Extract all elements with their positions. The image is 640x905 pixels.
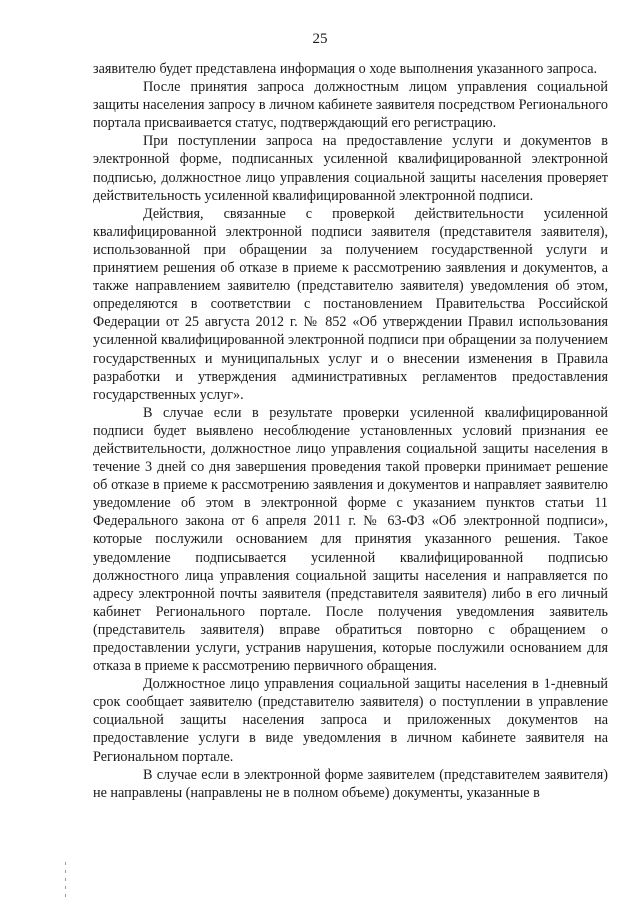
paragraph-2: После принятия запроса должностным лицом управления социальной защиты населения запросу в личном кабинете заявителя посредством Регионального портала присваивается статус, подтверждающий его регистрацию. <box>93 79 608 132</box>
scan-margin-marks <box>64 862 68 902</box>
paragraph-6: Должностное лицо управления социальной защиты населения в 1-дневный срок сообщает заявителю (представителю заявителя) о поступлении в управление социальной защиты населения запроса и приложенных документов на предоставление услуги в виде уведомления в личном кабинете заявителя на Региональном портале. <box>93 676 608 765</box>
paragraph-5: В случае если в результате проверки усиленной квалифицированной подписи будет выявлено несоблюдение установленных условий признания ее действительности, должностное лицо управления социальной защиты населения в течение 3 дней со дня завершения проведения такой проверки принимает решение об отказе в приеме к рассмотрению заявления и документов и направляет заявителю уведомление об этом в электронной форме с указанием пунктов статьи 11 Федерального закона от 6 апреля 2011 г. № 63-ФЗ «Об электронной подписи», которые послужили основанием для принятия указанного решения. Такое уведомление подписывается усиленной квалифицированной подписью должностного лица управления социальной защиты населения и направляется по адресу электронной почты заявителя (представителя заявителя) либо в его личный кабинет Регионального портале. После получения уведомления заявитель (представитель заявителя) вправе обратиться повторно с обращением о предоставлении услуги, устранив нарушения, которые послужили основанием для отказа в приеме к рассмотрению первичного обращения. <box>93 404 608 675</box>
paragraph-3: При поступлении запроса на предоставление услуги и документов в электронной форме, подписанных усиленной квалифицированной электронной подписью, должностное лицо управления социальной защиты населения проверяет действительность усиленной квалифицированной электронной подписи. <box>93 133 608 204</box>
paragraph-4: Действия, связанные с проверкой действительности усиленной квалифицированной электронной подписи заявителя (представителя заявителя), использованной при обращении за получением государственной услуги и принятием решения об отказе в приеме к рассмотрению заявления и документов, а также направлением заявителю (представителю заявителя) уведомления об этом, определяются в соответствии с постановлением Правительства Российской Федерации от 25 августа 2012 г. № 852 «Об утверждении Правил использования усиленной квалифицированной электронной подписи при обращении за получением государственных и муниципальных услуг и о внесении изменения в Правила разработки и утверждения административных регламентов предоставления государственных услуг». <box>93 205 608 403</box>
page-number: 25 <box>312 31 328 47</box>
paragraph-7: В случае если в электронной форме заявителем (представителем заявителя) не направлены (направлены не в полном объеме) документы, указанные в <box>93 766 608 801</box>
paragraph-1: заявителю будет представлена информация о ходе выполнения указанного запроса. <box>93 61 598 77</box>
page-body <box>93 60 608 802</box>
